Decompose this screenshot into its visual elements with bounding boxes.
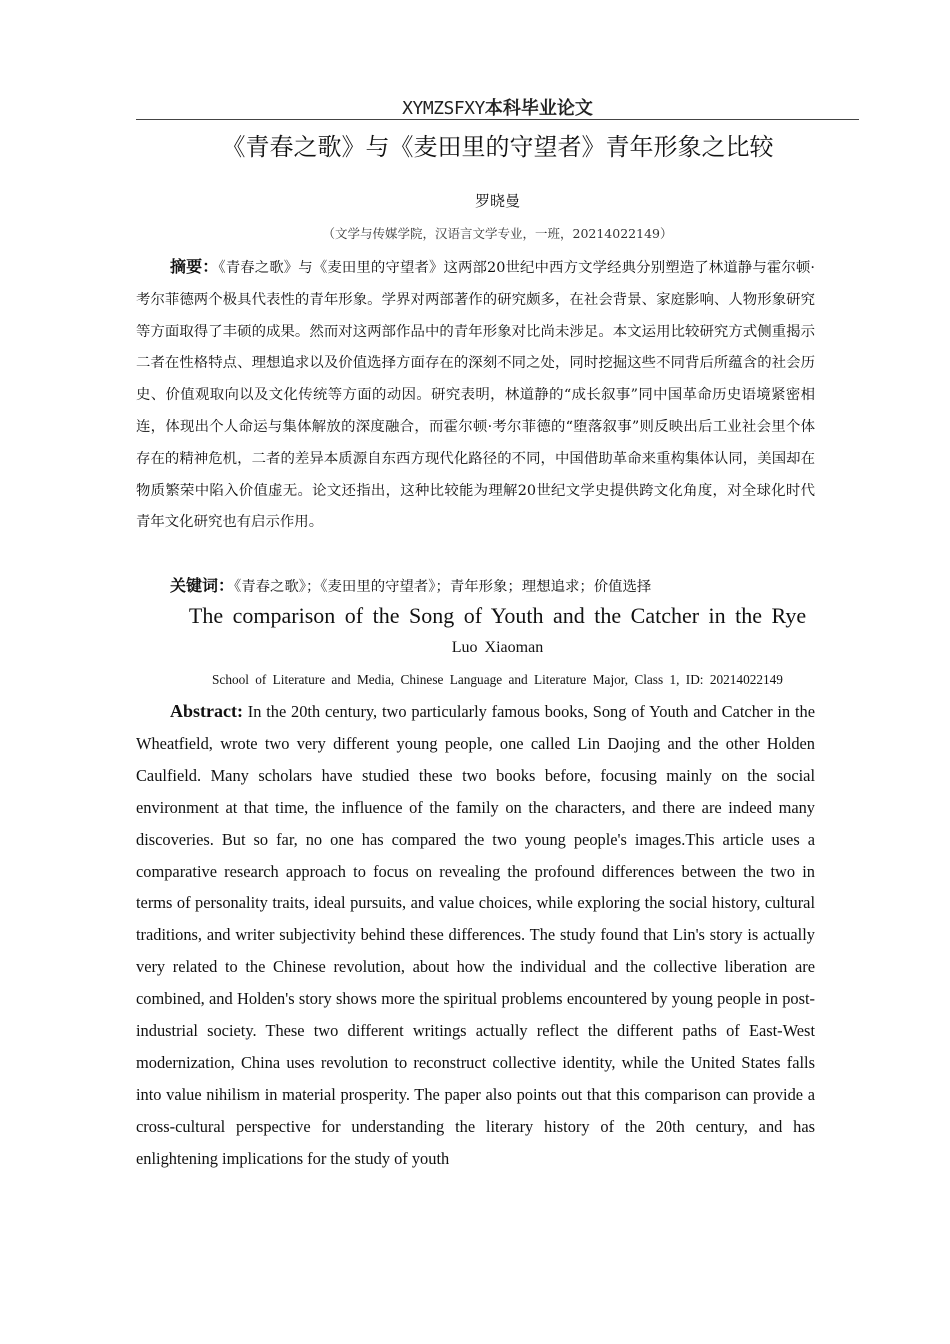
running-header: [136, 94, 859, 122]
author-name-cn: 罗晓曼: [474, 192, 520, 210]
affiliation-en: School of Literature and Media, Chinese Language and Literature Major, Class 1, ID: 20214022149: [212, 672, 783, 687]
paper-title-cn: 《青春之歌》与《麦田里的守望者》青年形象之比较: [221, 133, 774, 161]
header-code: XYMZSFXY: [402, 98, 485, 119]
abstract-en: [136, 696, 815, 1175]
keywords-cn: [136, 571, 815, 602]
header-rule: [136, 119, 859, 120]
keywords-cn-text: 《青春之歌》；《麦田里的守望者》；青年形象；理想追求；价值选择: [234, 579, 652, 595]
abstract-cn-label: 摘要：: [170, 257, 219, 276]
abstract-en-label: Abstract:: [170, 701, 243, 721]
author-name-en: Luo Xiaoman: [451, 639, 544, 656]
abstract-cn: [136, 251, 815, 539]
header-label: 本科毕业论文: [484, 98, 593, 119]
paper-title-en: The comparison of the Song of Youth and the Catcher in the Rye: [188, 603, 807, 628]
keywords-cn-label: 关键词：: [170, 576, 235, 595]
affiliation-cn: （文学与传媒学院，汉语言文学专业，一班，20214022149）: [322, 226, 673, 241]
abstract-en-text: In the 20th century, two particularly famous books, Song of Youth and Catcher in the Wheatfield, wrote two very different young people, one called Lin Daojing and the other Holden Caulfield. Many scholars have studied these two books before, focusing mainly on the social environment at that time, the influence of the family on the characters, and there are indeed many discoveries. But so far, no one has compared the two young people's images.This article uses a comparative research approach to focus on revealing the profound differences between the two in terms of personality traits, ideal pursuits, and value choices, while exploring the social history, cultural traditions, and writer subjectivity behind these differences. The study found that Lin's story is actually very related to the Chinese revolution, about how the individual and the collective liberation are combined, and Holden's story shows more the spiritual problems encountered by young people in post-industrial society. These two different writings actually reflect the different paths of East-West modernization, China uses revolution to reconstruct collective identity, while the United States falls into value nihilism in material prosperity. The paper also points out that this comparison can provide a cross-cultural perspective for understanding the literary history of the 20th century, and has enlightening implications for the study of youth: [136, 702, 815, 1168]
abstract-cn-text: 《青春之歌》与《麦田里的守望者》这两部20世纪中西方文学经典分别塑造了林道静与霍尔顿·考尔菲德两个极具代表性的青年形象。学界对两部著作的研究颇多，在社会背景、家庭影响、人物形象研究等方面取得了丰硕的成果。然而对这两部作品中的青年形象对比尚未涉足。本文运用比较研究方式侧重揭示二者在性格特点、理想追求以及价值选择方面存在的深刻不同之处，同时挖掘这些不同背后所蕴含的社会历史、价值观取向以及文化传统等方面的动因。研究表明，林道静的“成长叙事”同中国革命历史语境紧密相连，体现出个人命运与集体解放的深度融合，而霍尔顿·考尔菲德的“堕落叙事”则反映出后工业社会里个体存在的精神危机，二者的差异本质源自东西方现代化路径的不同，中国借助革命来重构集体认同，美国却在物质繁荣中陷入价值虚无。论文还指出，这种比较能为理解20世纪文学史提供跨文化角度，对全球化时代青年文化研究也有启示作用。: [136, 260, 815, 531]
